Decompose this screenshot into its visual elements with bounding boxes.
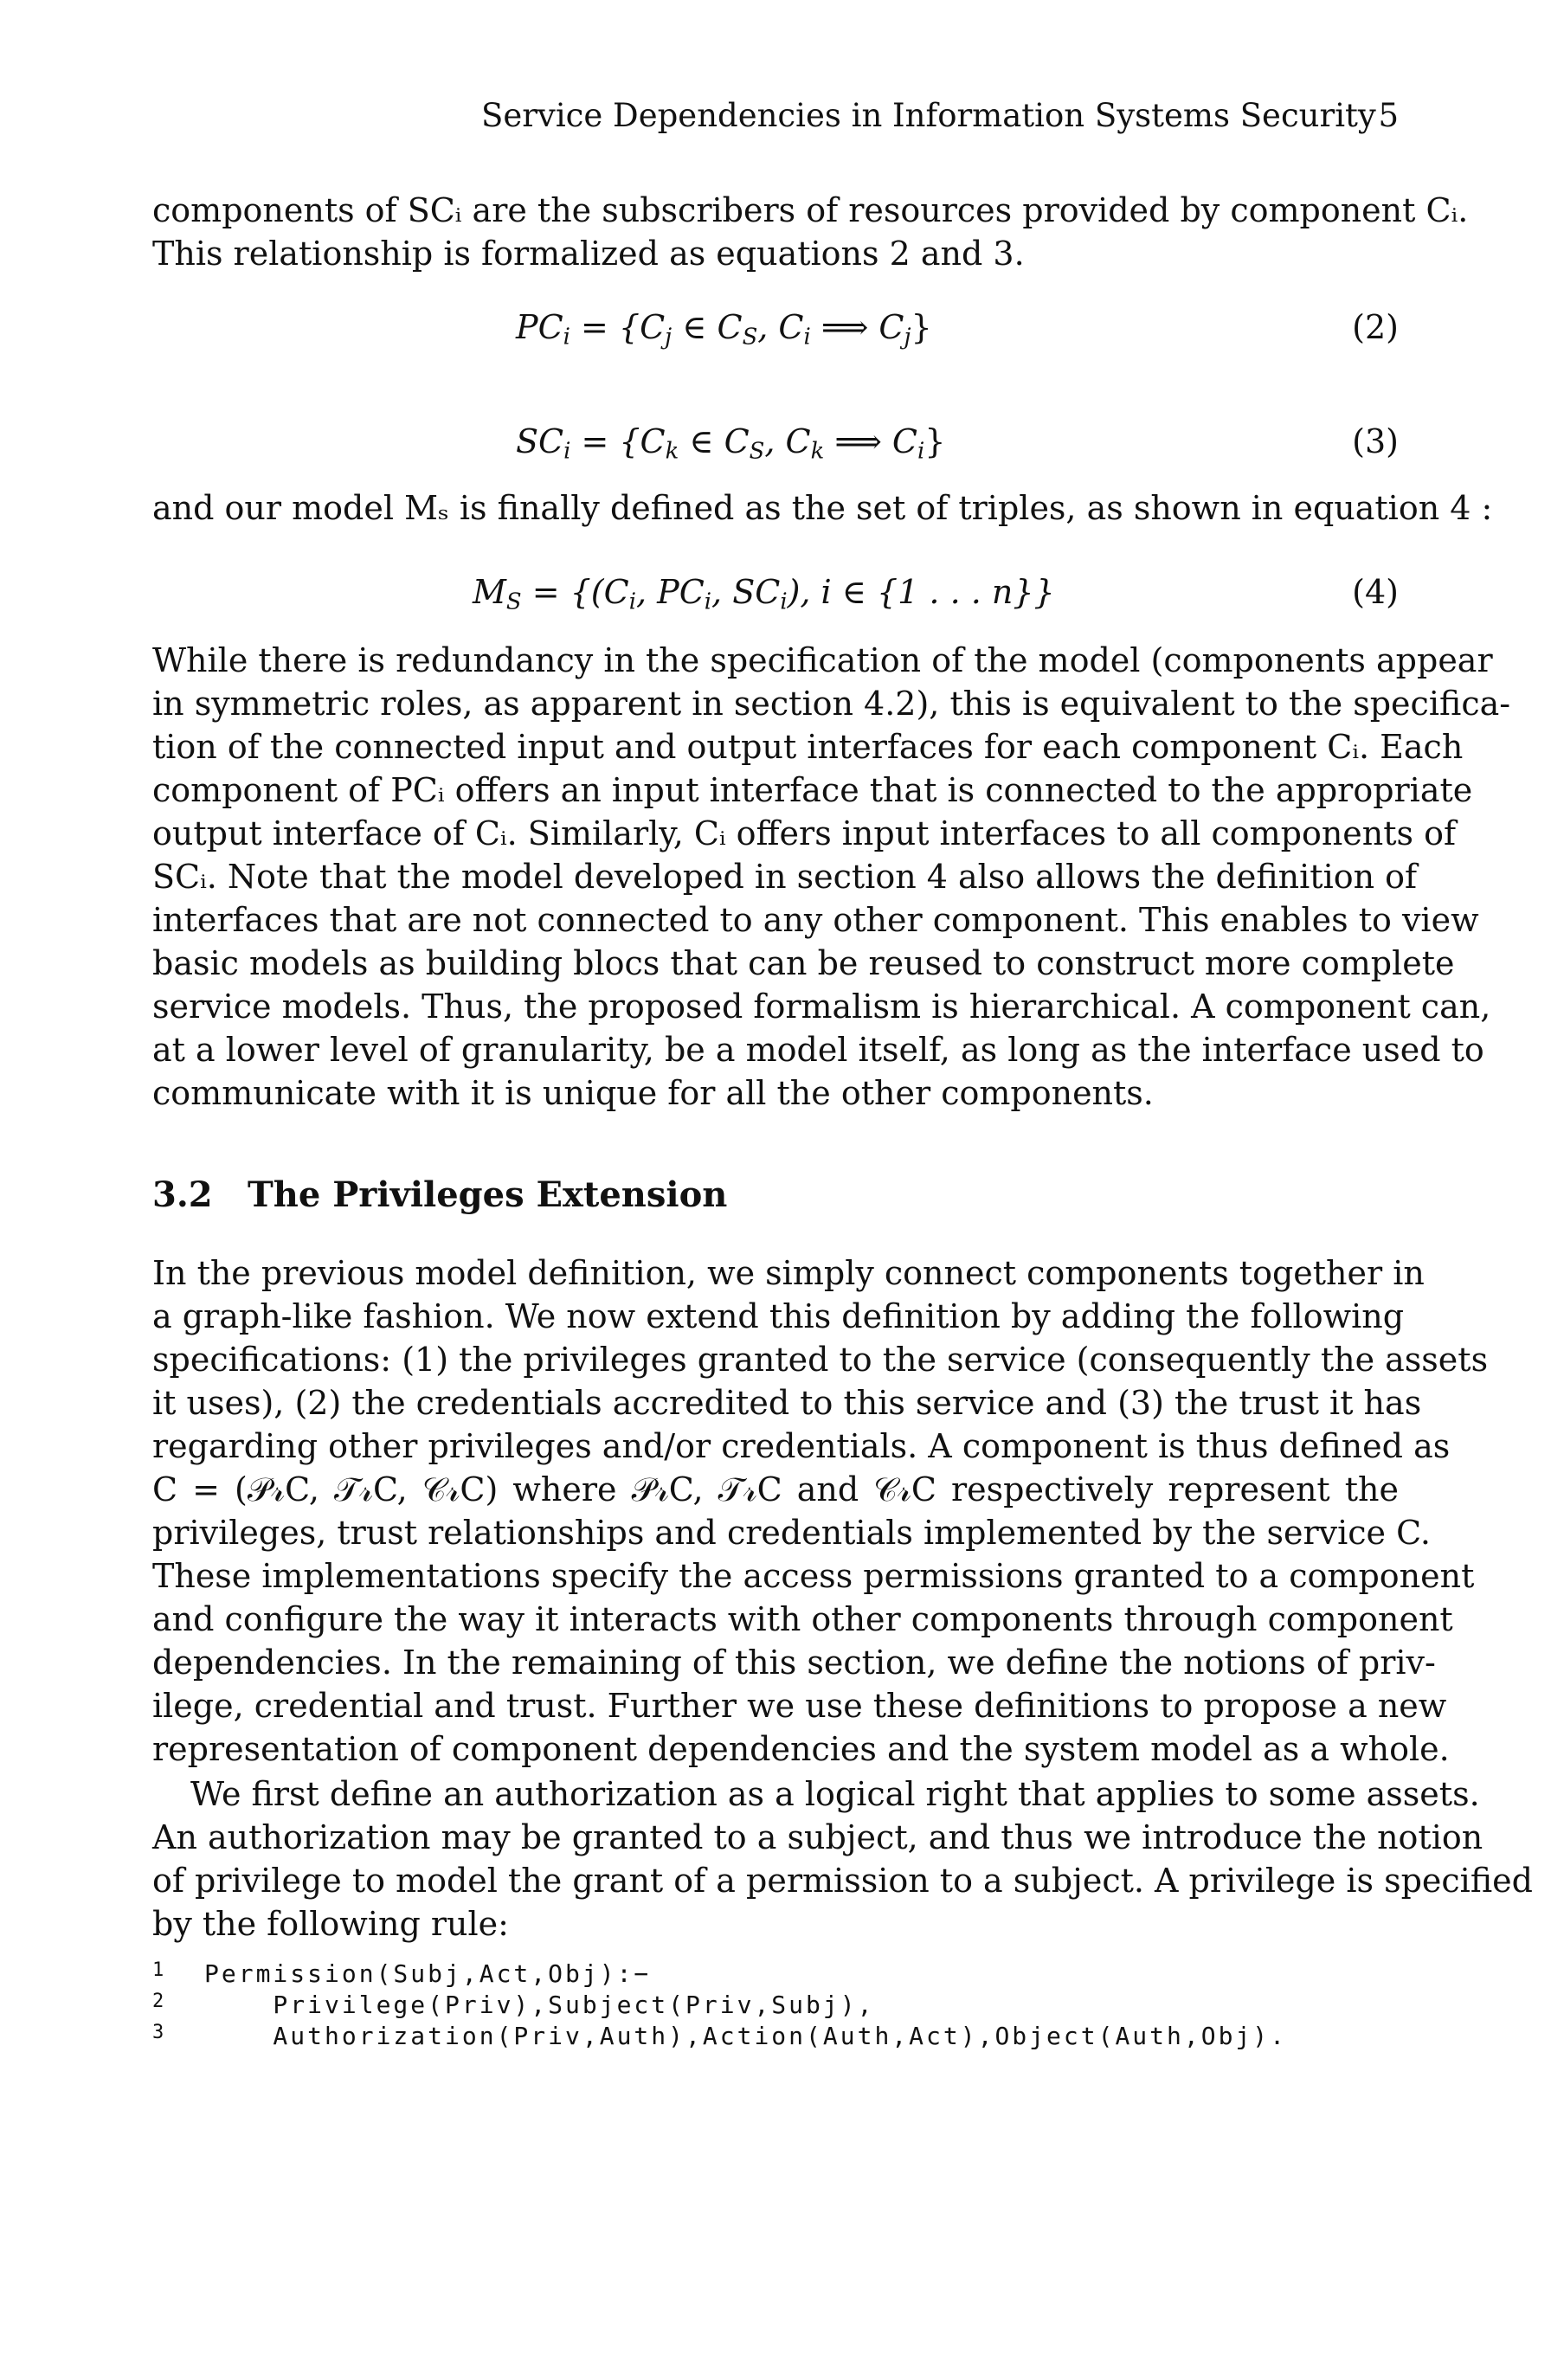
page-number: 5: [1378, 97, 1399, 134]
running-header: [481, 97, 1399, 142]
text-line: C = (𝒫𝓇C, 𝒯𝓇C, 𝒞𝓇C) where 𝒫𝓇C, 𝒯𝓇C and 𝒞𝓇C respectively represent the: [152, 1470, 1399, 1508]
text-line: output interface of Cᵢ. Similarly, Cᵢ offers input interfaces to all components of: [152, 814, 1457, 852]
text-line: basic models as building blocs that can be reused to construct more complete: [152, 944, 1455, 982]
equation-3: [152, 422, 1399, 471]
text-line: This relationship is formalized as equations 2 and 3.: [152, 235, 1025, 273]
code-line: [152, 1959, 652, 1991]
text-line: service models. Thus, the proposed formalism is hierarchical. A component can,: [152, 987, 1491, 1026]
section-heading: [152, 1174, 727, 1215]
text-line: of privilege to model the grant of a permission to a subject. A privilege is specified: [152, 1862, 1533, 1900]
text-line: and our model Mₛ is finally defined as the set of triples, as shown in equation 4 :: [152, 489, 1493, 527]
text-line: While there is redundancy in the specification of the model (components appear: [152, 641, 1493, 679]
text-line: dependencies. In the remaining of this section, we define the notions of priv-: [152, 1643, 1436, 1682]
section-title: The Privileges Extension: [248, 1174, 728, 1215]
text-line: a graph-like fashion. We now extend this definition by adding the following: [152, 1297, 1405, 1335]
text-line: components of SCᵢ are the subscribers of resources provided by component Cᵢ.: [152, 191, 1469, 229]
code-listing: [152, 1959, 1288, 2053]
code-line-number: 3: [152, 2022, 164, 2043]
running-title: Service Dependencies in Information Systems Security: [481, 97, 1376, 134]
text-line: communicate with it is unique for all the other components.: [152, 1074, 1154, 1112]
code-line-text: Permission(Subj,Act,Obj):−: [204, 1959, 652, 1988]
text-line: In the previous model definition, we simply connect components together in: [152, 1254, 1425, 1292]
text-line: it uses), (2) the credentials accredited to this service and (3) the trust it has: [152, 1384, 1422, 1422]
text-line: at a lower level of granularity, be a model itself, as long as the interface used to: [152, 1031, 1484, 1069]
text-line: and configure the way it interacts with other components through component: [152, 1600, 1453, 1638]
text-line: regarding other privileges and/or credentials. A component is thus defined as: [152, 1427, 1451, 1465]
paragraph-authorization: [152, 1772, 1533, 1946]
text-line: These implementations specify the access permissions granted to a component: [152, 1557, 1475, 1595]
code-line-text: Authorization(Priv,Auth),Action(Auth,Act),Object(Auth,Obj).: [204, 2022, 1288, 2050]
text-line: tion of the connected input and output interfaces for each component Cᵢ. Each: [152, 728, 1464, 766]
text-line: ilege, credential and trust. Further we use these definitions to propose a new: [152, 1687, 1447, 1725]
text-line: We first define an authorization as a logical right that applies to some assets.: [190, 1775, 1480, 1813]
equation-4-expression: $M_S = \{(C_i$, $PC_i$, $SC_i$), i ∈ {1 . . . n}}: [473, 573, 1055, 615]
paragraph-intro: [152, 189, 1469, 275]
text-line: SCᵢ. Note that the model developed in section 4 also allows the definition of: [152, 858, 1418, 896]
paragraph-privileges: [152, 1251, 1489, 1771]
code-line: [152, 1991, 875, 2022]
text-line: component of PCᵢ offers an input interface that is connected to the appropriate: [152, 771, 1473, 809]
text-line: in symmetric roles, as apparent in section 4.2), this is equivalent to the specifica-: [152, 685, 1511, 723]
text-line: privileges, trust relationships and credentials implemented by the service C.: [152, 1514, 1431, 1552]
text-line: specifications: (1) the privileges granted to the service (consequently the assets: [152, 1341, 1489, 1379]
equation-2-number: (2): [1352, 308, 1399, 346]
paragraph-model: [152, 486, 1493, 530]
text-line: An authorization may be granted to a subject, and thus we introduce the notion: [152, 1818, 1483, 1856]
equation-3-expression: $SC_i = \{C_k$ ∈ $C_S$, $C_k$ ⟹ $C_i$}: [516, 422, 946, 465]
section-number: 3.2: [152, 1174, 213, 1215]
equation-2-expression: $PC_i = \{C_j$ ∈ $C_S$, $C_i$ ⟹ $C_j$}: [516, 308, 932, 351]
code-line-text: Privilege(Priv),Subject(Priv,Subj),: [204, 1991, 875, 2019]
equation-2: [152, 308, 1399, 357]
paragraph-redundancy: [152, 639, 1511, 1115]
equation-3-number: (3): [1352, 422, 1399, 460]
text-line: interfaces that are not connected to any other component. This enables to view: [152, 901, 1479, 939]
code-line: [152, 2022, 1288, 2053]
code-line-number: 1: [152, 1959, 164, 1981]
text-line: by the following rule:: [152, 1905, 509, 1943]
equation-4-number: (4): [1352, 573, 1399, 611]
text-line: representation of component dependencies and the system model as a whole.: [152, 1730, 1450, 1768]
code-line-number: 2: [152, 1991, 164, 2012]
equation-4: [152, 573, 1399, 621]
